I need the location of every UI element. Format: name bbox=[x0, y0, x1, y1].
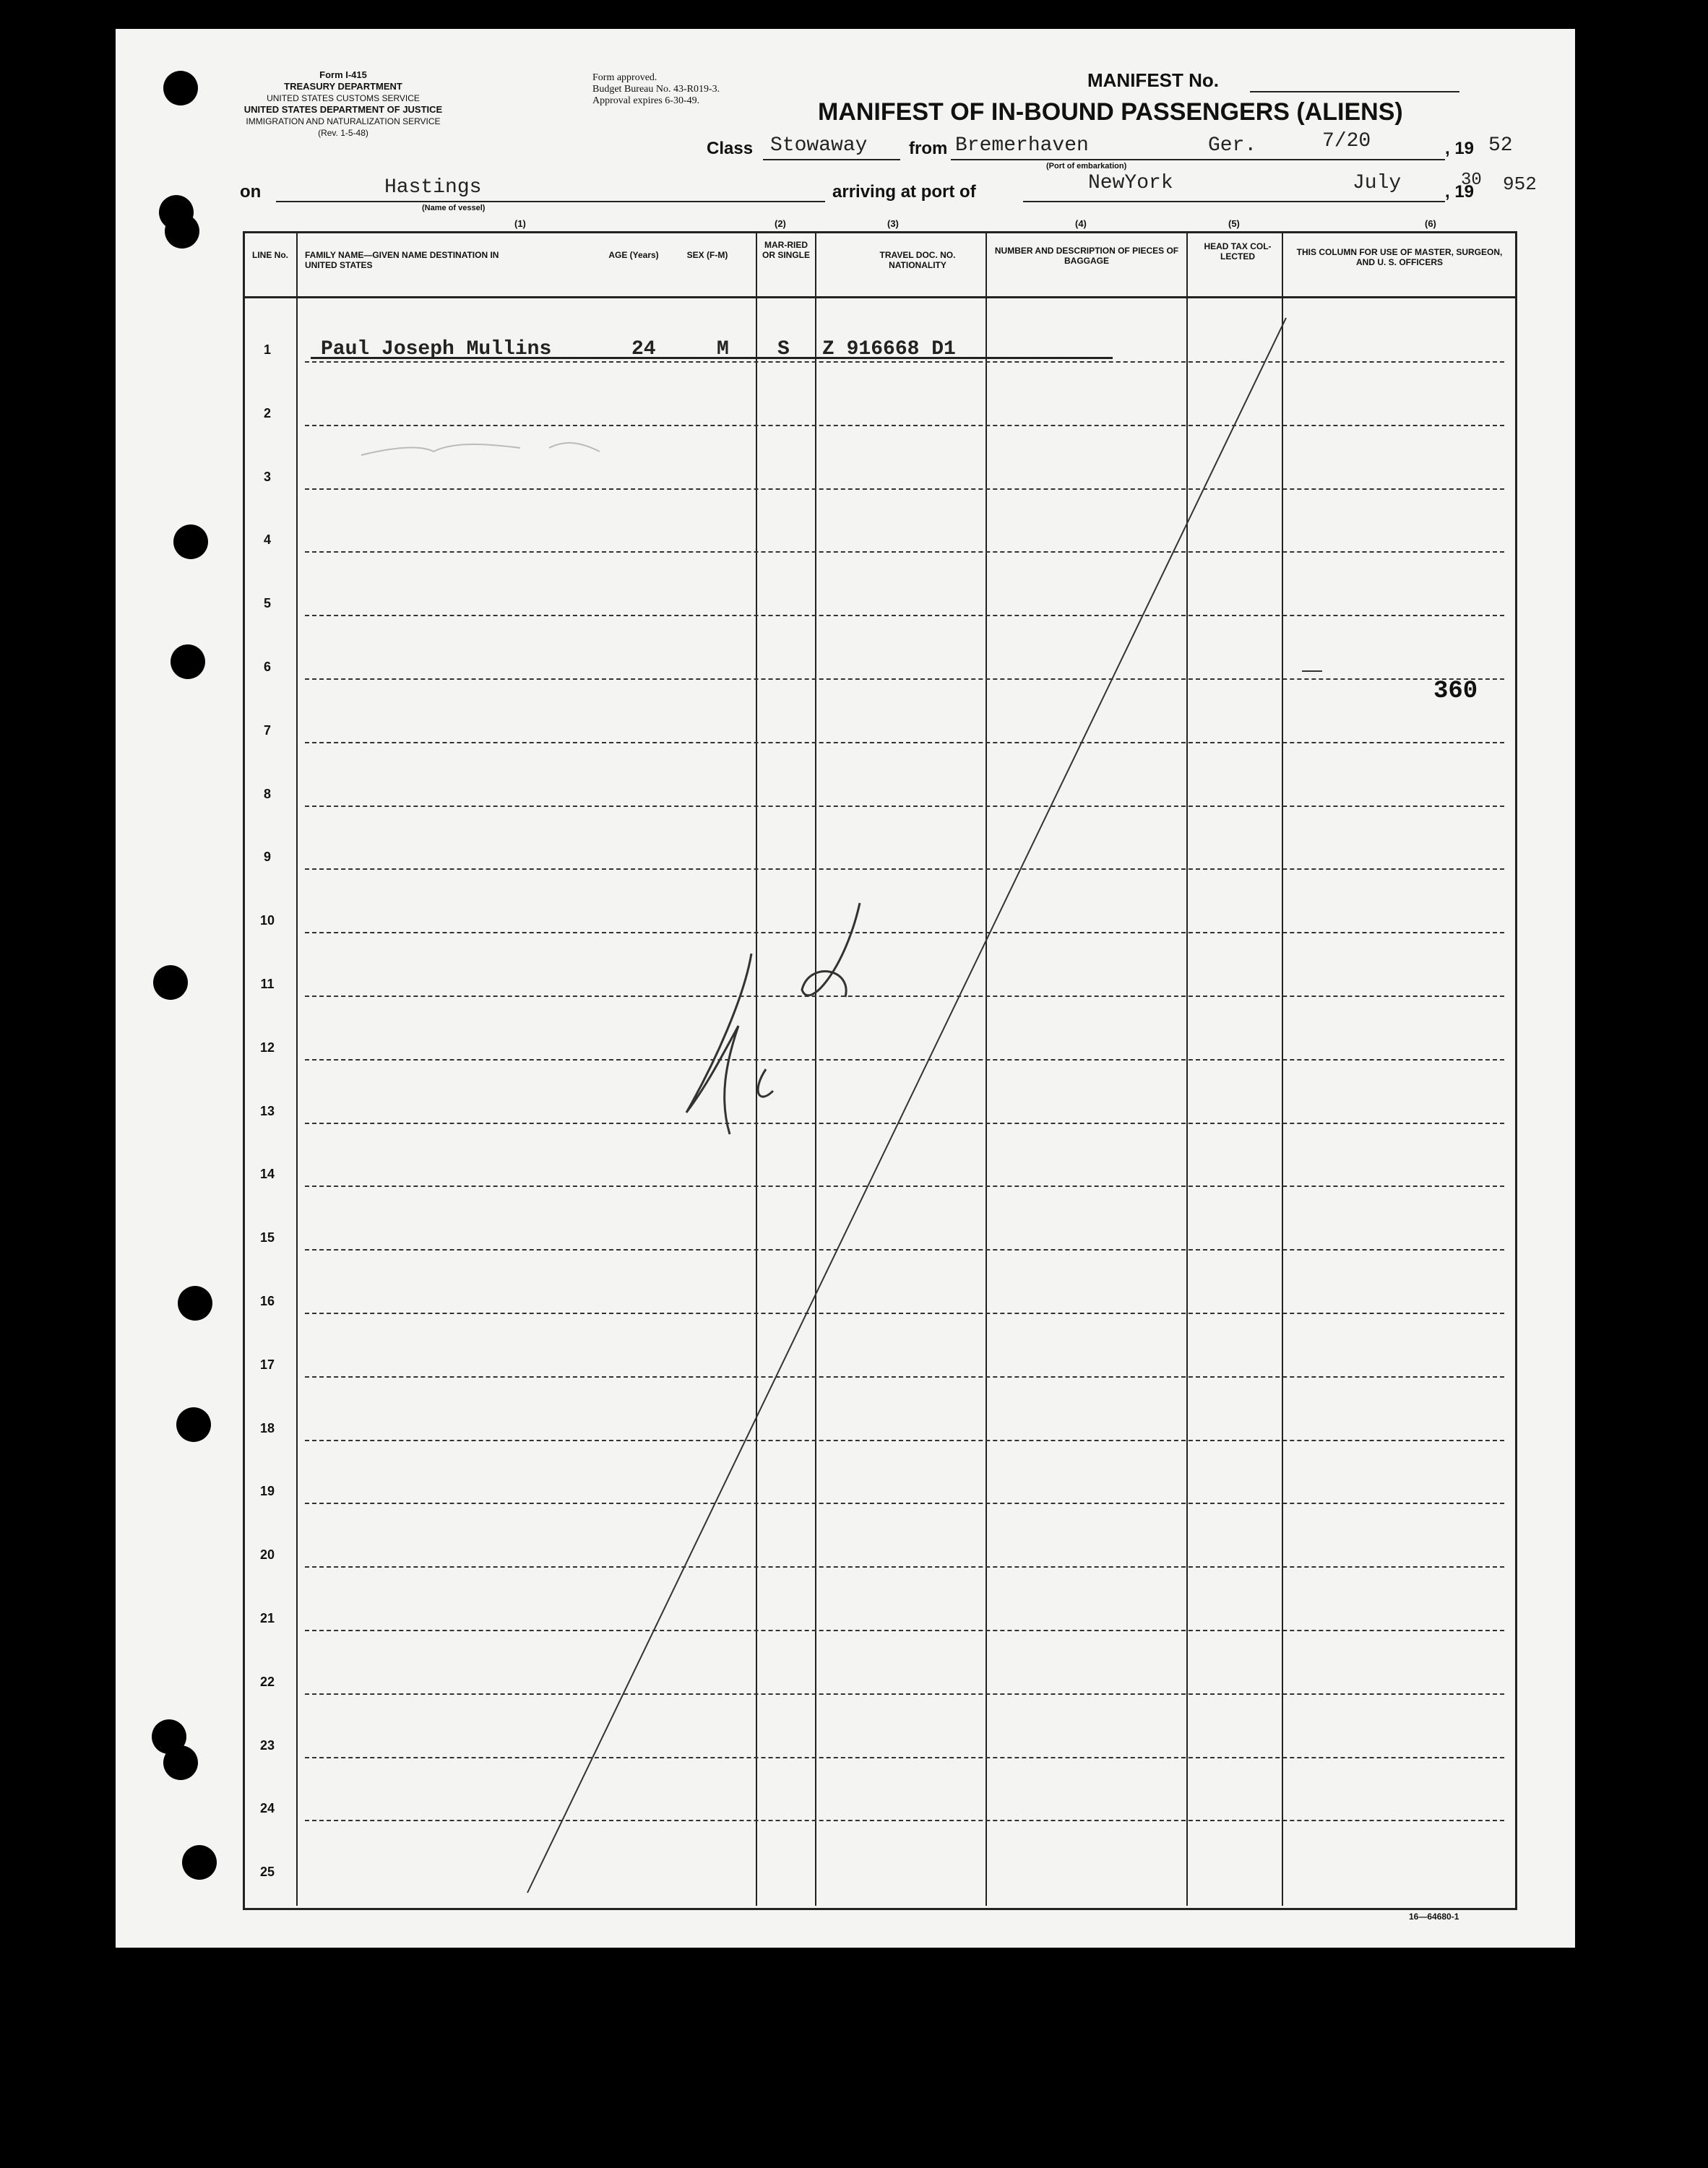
passenger-marital: S bbox=[777, 338, 790, 360]
void-scrawl bbox=[686, 903, 860, 1134]
line-number: 17 bbox=[259, 1357, 275, 1372]
stamp-number: 360 bbox=[1433, 678, 1478, 705]
country-value: Ger. bbox=[1208, 134, 1257, 157]
col-number: (5) bbox=[1228, 218, 1240, 229]
year-prefix: , 19 bbox=[1445, 139, 1475, 158]
col-header-officers: THIS COLUMN FOR USE OF MASTER, SURGEON, AND U. S. OFFICERS bbox=[1296, 247, 1503, 267]
arrival-month: July bbox=[1353, 172, 1402, 194]
department: TREASURY DEPARTMENT bbox=[284, 81, 402, 92]
passenger-age: 24 bbox=[631, 338, 656, 360]
col-header-name: FAMILY NAME—GIVEN NAME DESTINATION IN UNITED STATES bbox=[305, 250, 499, 270]
vessel-caption: (Name of vessel) bbox=[422, 204, 486, 212]
year-value: 52 bbox=[1488, 134, 1513, 157]
cancel-line bbox=[527, 318, 1286, 1893]
class-value: Stowaway bbox=[770, 134, 868, 157]
line-number: 14 bbox=[259, 1167, 275, 1182]
line-number: 21 bbox=[259, 1611, 275, 1625]
manifest-page bbox=[116, 29, 1575, 1948]
line-number: 6 bbox=[263, 660, 271, 674]
footer-code: 16—64680-1 bbox=[1409, 1912, 1459, 1922]
line-number: 23 bbox=[259, 1737, 275, 1753]
col-number: (6) bbox=[1425, 218, 1436, 229]
line-number: 11 bbox=[260, 977, 275, 991]
arrival-port: NewYork bbox=[1088, 172, 1173, 194]
line-number: 10 bbox=[259, 913, 275, 928]
passenger-sex: M bbox=[717, 338, 729, 360]
ins-service: IMMIGRATION AND NATURALIZATION SERVICE bbox=[246, 116, 441, 126]
manifest-no-label: MANIFEST No. bbox=[1087, 69, 1219, 91]
col-number: (4) bbox=[1075, 218, 1087, 229]
line-number: 8 bbox=[263, 786, 271, 801]
from-value: Bremerhaven bbox=[955, 134, 1089, 157]
arriving-label: arriving at port of bbox=[832, 182, 976, 202]
line-number: 9 bbox=[263, 850, 271, 865]
revision: (Rev. 1-5-48) bbox=[318, 128, 368, 138]
approval-line: Form approved. bbox=[592, 72, 657, 83]
col-number: (1) bbox=[514, 218, 526, 229]
col-header-line: LINE No. bbox=[252, 250, 288, 260]
line-number: 18 bbox=[259, 1420, 275, 1435]
line-number: 19 bbox=[259, 1484, 275, 1499]
line-number: 16 bbox=[259, 1294, 275, 1308]
line-number: 4 bbox=[263, 532, 271, 548]
passenger-travel-doc: Z 916668 D1 bbox=[822, 338, 956, 360]
line-number: 13 bbox=[259, 1103, 275, 1118]
justice-department: UNITED STATES DEPARTMENT OF JUSTICE bbox=[243, 104, 443, 115]
line-number: 25 bbox=[259, 1865, 275, 1880]
col-header-age: AGE (Years) bbox=[608, 250, 659, 260]
approval-line: Approval expires 6-30-49. bbox=[592, 95, 700, 106]
arrival-year: 952 bbox=[1503, 173, 1537, 195]
arrival-year-prefix: , 19 bbox=[1445, 182, 1475, 202]
line-number: 3 bbox=[263, 469, 271, 484]
arrival-day: 30 bbox=[1461, 170, 1482, 190]
form-number: Form I-415 bbox=[319, 69, 367, 80]
service: UNITED STATES CUSTOMS SERVICE bbox=[267, 93, 420, 103]
approval-line: Budget Bureau No. 43-R019-3. bbox=[592, 84, 720, 95]
from-label: from bbox=[909, 139, 948, 158]
line-number: 7 bbox=[263, 722, 271, 738]
on-label: on bbox=[240, 182, 262, 202]
embark-date: 7/20 bbox=[1322, 130, 1371, 152]
line-number: 5 bbox=[263, 596, 271, 611]
col-header-sex: SEX (F-M) bbox=[686, 250, 728, 260]
col-header-travel: TRAVEL DOC. NO. NATIONALITY bbox=[879, 250, 956, 270]
line-number: 15 bbox=[259, 1230, 275, 1245]
col-number: (3) bbox=[887, 218, 899, 229]
port-caption: (Port of embarkation) bbox=[1046, 162, 1127, 170]
line-number: 24 bbox=[259, 1801, 275, 1816]
cancel-diagonal bbox=[116, 29, 1575, 1948]
line-number: 1 bbox=[263, 342, 271, 357]
passenger-name: Paul Joseph Mullins bbox=[321, 338, 552, 360]
line-number: 20 bbox=[259, 1547, 275, 1563]
col-number: (2) bbox=[775, 218, 786, 229]
vessel-value: Hastings bbox=[384, 176, 482, 199]
page-title: MANIFEST OF IN-BOUND PASSENGERS (ALIENS) bbox=[818, 98, 1403, 126]
col-header-married: MAR-RIED OR SINGLE bbox=[762, 240, 810, 260]
line-number: 22 bbox=[259, 1674, 275, 1689]
col-header-baggage: NUMBER AND DESCRIPTION OF PIECES OF BAGGAGE bbox=[994, 246, 1179, 266]
col-header-headtax: HEAD TAX COL-LECTED bbox=[1204, 241, 1272, 262]
line-number: 12 bbox=[259, 1040, 275, 1055]
class-label: Class bbox=[707, 139, 754, 158]
line-number: 2 bbox=[263, 405, 271, 420]
signature-faint bbox=[361, 443, 600, 455]
